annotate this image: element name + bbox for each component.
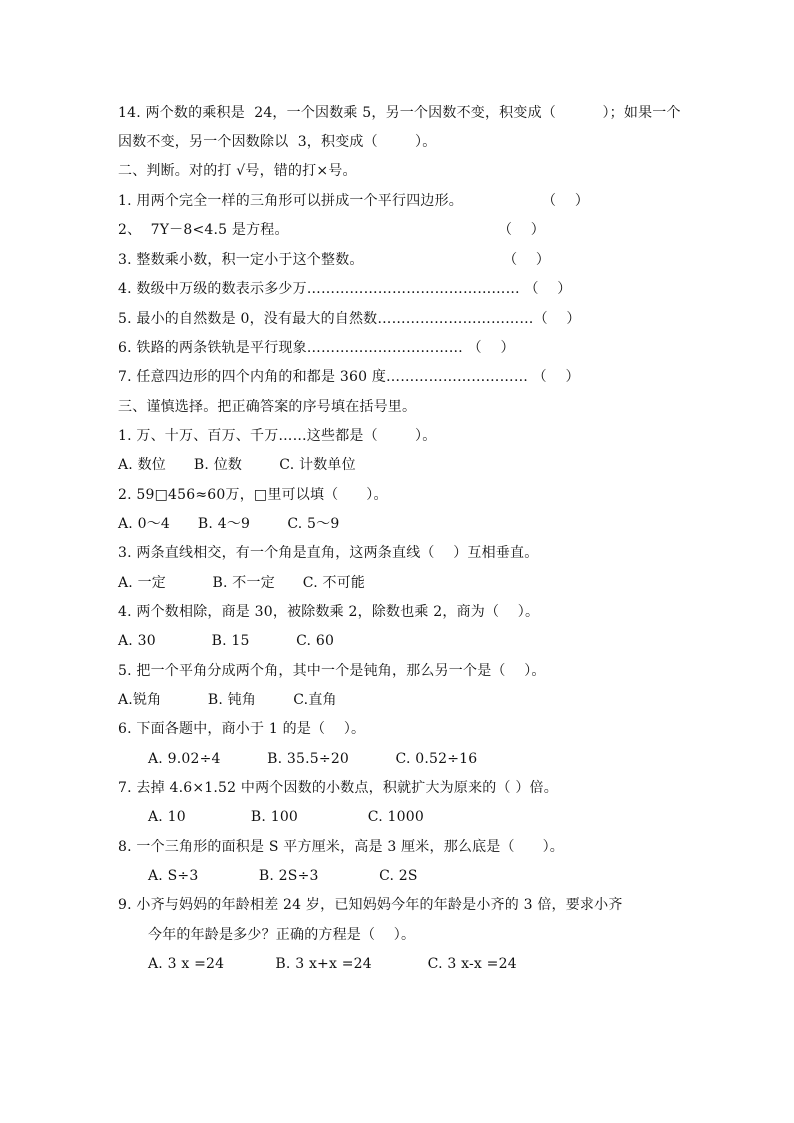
judge-item-7: 7. 任意四边形的四个内角的和都是 360 度………………………… （ ） xyxy=(118,369,580,385)
judge-item-1: 1. 用两个完全一样的三角形可以拼成一个平行四边形。 （ ） xyxy=(118,193,590,209)
judge-item-4: 4. 数级中万级的数表示多少万……………………………………… （ ） xyxy=(118,281,572,297)
judge-item-5: 5. 最小的自然数是 0，没有最大的自然数……………………………（ ） xyxy=(118,311,581,327)
choice-5-options: A.锐角 B. 钝角 C.直角 xyxy=(118,692,337,708)
choice-8-options: A. S÷3 B. 2S÷3 C. 2S xyxy=(148,868,418,884)
choice-9-stem-line-1: 9. 小齐与妈妈的年龄相差 24 岁，已知妈妈今年的年龄是小齐的 3 倍，要求小齐 xyxy=(118,897,623,913)
choice-9-options: A. 3 x =24 B. 3 x+x =24 C. 3 x-x =24 xyxy=(148,956,517,972)
judge-item-3: 3. 整数乘小数，积一定小于这个整数。 （ ） xyxy=(118,252,551,268)
question-14-line-2: 因数不变，另一个因数除以 3，积变成（ ）。 xyxy=(118,134,437,150)
choice-9-stem-line-2: 今年的年龄是多少？正确的方程是（ ）。 xyxy=(148,927,416,943)
judge-item-2: 2、 7Y－8<4.5 是方程。 （ ） xyxy=(118,222,545,238)
section-3-heading: 三、谨慎选择。把正确答案的序号填在括号里。 xyxy=(118,399,417,415)
choice-2-options: A. 0～4 B. 4～9 C. 5～9 xyxy=(118,516,340,532)
choice-6-stem: 6. 下面各题中，商小于 1 的是（ ）。 xyxy=(118,721,366,737)
choice-6-options: A. 9.02÷4 B. 35.5÷20 C. 0.52÷16 xyxy=(148,751,478,767)
choice-4-stem: 4. 两个数相除，商是 30，被除数乘 2，除数也乘 2，商为（ ）。 xyxy=(118,604,540,620)
choice-8-stem: 8. 一个三角形的面积是 S 平方厘米，高是 3 厘米，那么底是（ ）。 xyxy=(118,839,565,855)
choice-3-stem: 3. 两条直线相交，有一个角是直角，这两条直线（ ）互相垂直。 xyxy=(118,545,539,561)
choice-7-stem: 7. 去掉 4.6×1.52 中两个因数的小数点，积就扩大为原来的（ ）倍。 xyxy=(118,780,558,796)
choice-1-options: A. 数位 B. 位数 C. 计数单位 xyxy=(118,457,356,473)
question-14-line-1: 14. 两个数的乘积是 24，一个因数乘 5，另一个因数不变，积变成（ ）；如果一个 xyxy=(118,105,681,121)
choice-5-stem: 5. 把一个平角分成两个角，其中一个是钝角，那么另一个是（ ）。 xyxy=(118,663,546,679)
choice-7-options: A. 10 B. 100 C. 1000 xyxy=(148,809,424,825)
judge-item-6: 6. 铁路的两条铁轨是平行现象…………………………… （ ） xyxy=(118,340,515,356)
choice-1-stem: 1. 万、十万、百万、千万……这些都是（ ）。 xyxy=(118,428,437,444)
choice-4-options: A. 30 B. 15 C. 60 xyxy=(118,633,335,649)
choice-2-stem: 2. 59□456≈60万，□里可以填（ ）。 xyxy=(118,487,388,503)
section-2-heading: 二、判断。对的打 √号，错的打×号。 xyxy=(118,163,357,179)
choice-3-options: A. 一定 B. 不一定 C. 不可能 xyxy=(118,575,366,591)
